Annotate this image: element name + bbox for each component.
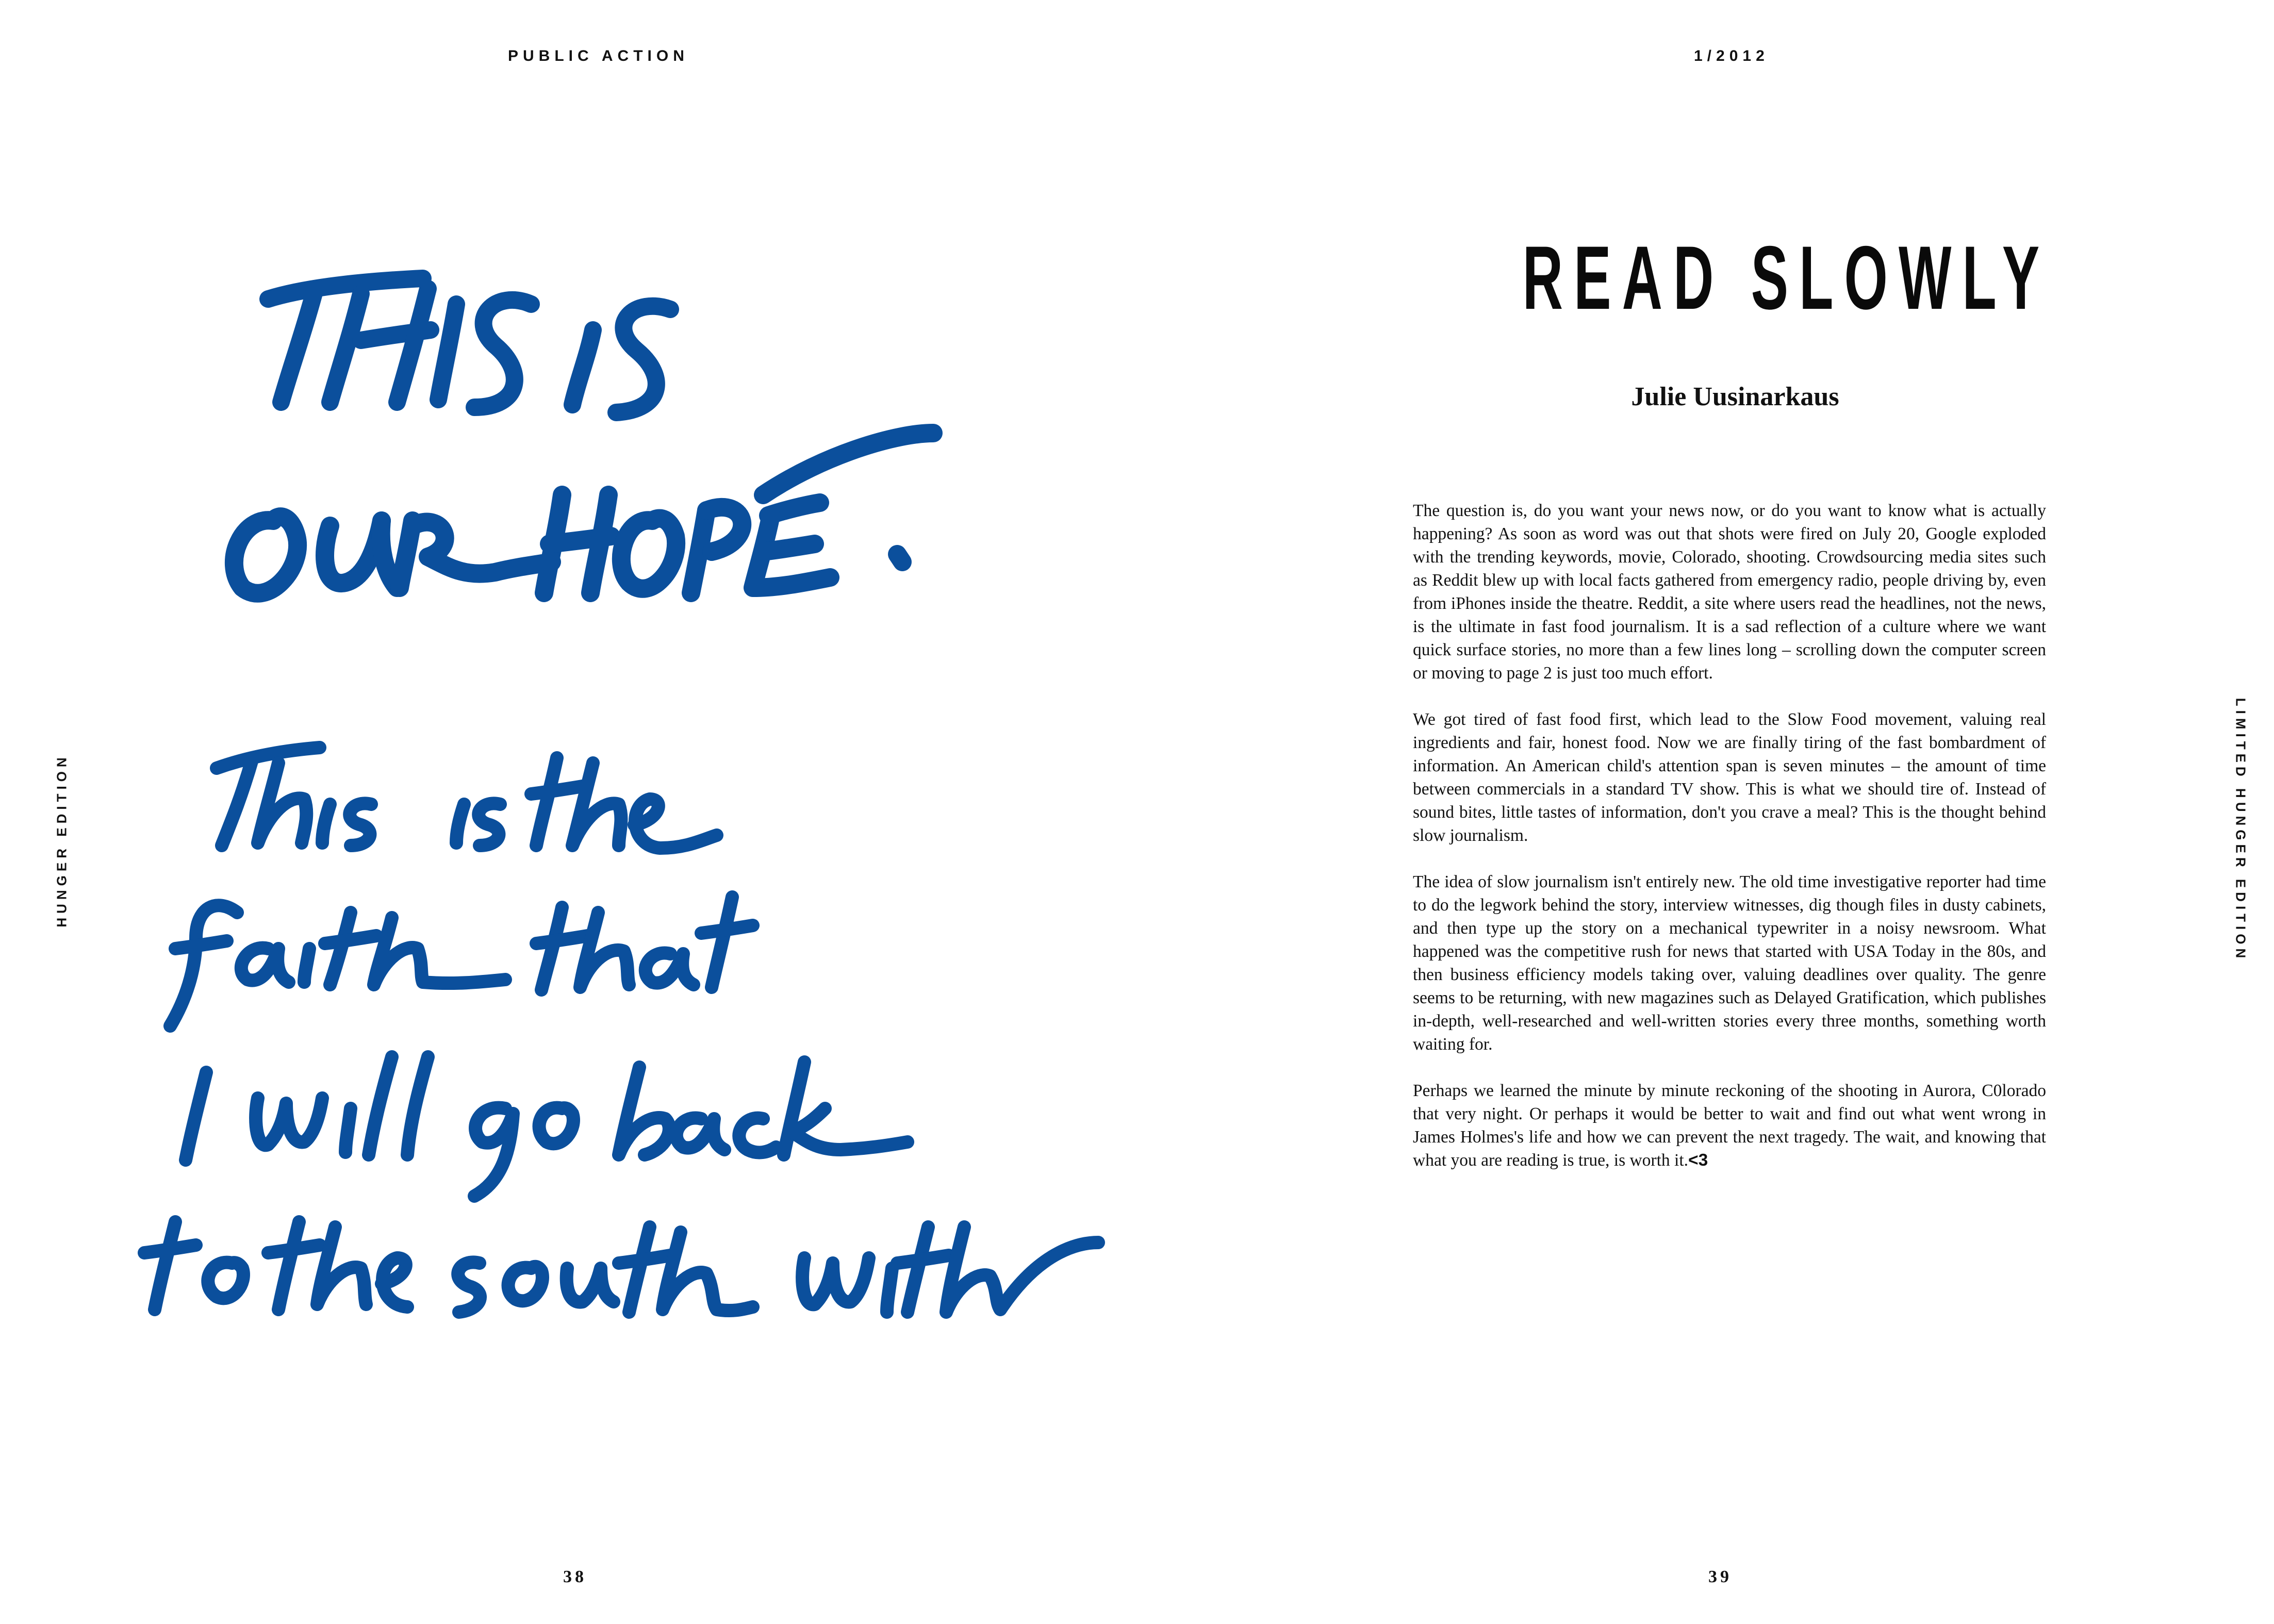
hw-line-to-the-south-with: [144, 1222, 1098, 1312]
article-paragraph-4-text: Perhaps we learned the minute by minute reckoning of the shooting in Aurora, C0lorado that very night. Or perhaps it would be better to wait and find out what went wrong in James Holmes's life and how we can prevent the next tragedy. The wait, and knowing that what you are reading is true, is worth it.: [1413, 1081, 2046, 1170]
article-paragraph-1: The question is, do you want your news now, or do you want to know what is actually happening? As soon as word was out that shots were fired on July 20, Google exploded with the trending keywords, movie, Colorado, shooting. Crowdsourcing media sites such as Reddit blew up with local facts gathered from emergency radio, people driving by, even from iPhones inside the theatre. Reddit, a site where users read the headlines, not the news, is the ultimate in fast food journalism. It is a sad reflection of a culture where we want quick surface stories, no more than a few lines long – scrolling down the computer screen or moving to page 2 is just too much effort.: [1413, 501, 2046, 683]
hw-line-this-is-the: [217, 748, 717, 848]
hw-line-our-hope: [234, 433, 933, 593]
article-paragraph-2: We got tired of fast food first, which lead to the Slow Food movement, valuing real ingredients and fair, honest food. Now we are finally tiring of the fast bombardment of information. An American child's attention span is seven minutes – the amount of time between commercials in a standard TV show. This is what we should tire of. Instead of sound bites, little tastes of information, don't you crave a meal? This is the thought behind slow journalism.: [1413, 710, 2046, 845]
article-author: Julie Uusinarkaus: [1631, 382, 1839, 411]
article-paragraph-4: [1413, 1079, 2046, 1172]
end-mark: <3: [1688, 1151, 1708, 1170]
article-paragraph-3: The idea of slow journalism isn't entirely new. The old time investigative reporter had time to do the legwork behind the story, interview witnesses, dig though files in dusty cabinets, and then type up the story on a mechanical typewriter in a noisy newsroom. What happened was the competitive rush for news that started with USA Today in the 80s, and then business efficiency models taking over, valuing deadlines over quality. The genre seems to be returning, with new magazines such as Delayed Gratification, which publishes in-depth, well-researched and well-written stories every three months, something worth waiting for.: [1413, 872, 2046, 1054]
page-number-right: 39: [1708, 1567, 1732, 1586]
running-head-left: PUBLIC ACTION: [508, 47, 689, 64]
hw-line-faith-that: [170, 897, 753, 1026]
hw-line-this-is: [268, 278, 670, 412]
article-body: [1413, 499, 2046, 1195]
article-title: READ SLOWLY: [1522, 228, 2051, 328]
running-head-right: 1/2012: [1694, 47, 1769, 64]
side-label-right: LIMITED HUNGER EDITION: [2233, 698, 2249, 963]
page-number-left: 38: [563, 1567, 587, 1586]
side-label-left: HUNGER EDITION: [54, 753, 70, 927]
hw-line-i-will-go-back: [186, 1057, 908, 1196]
